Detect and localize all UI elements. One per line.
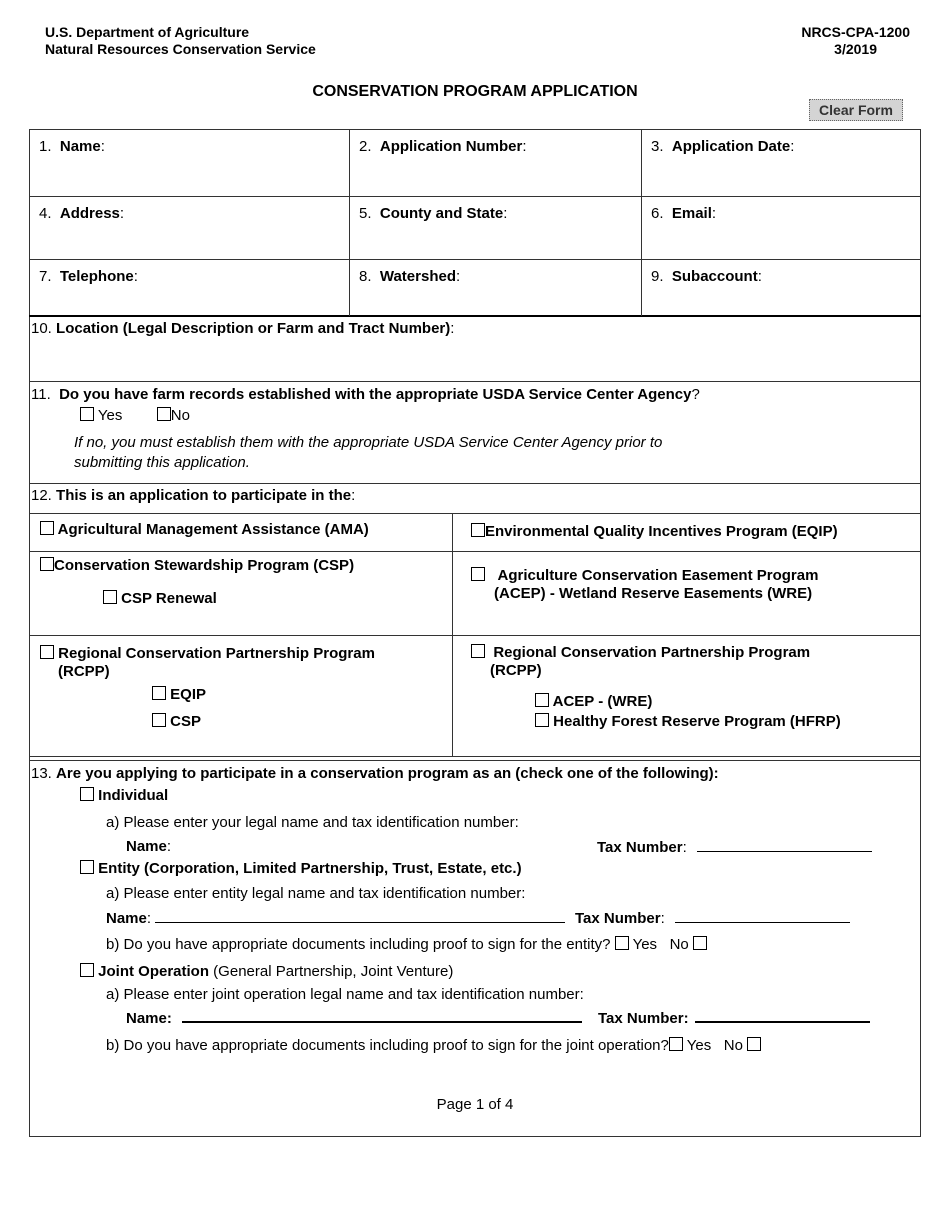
divider <box>29 483 921 484</box>
page-title: CONSERVATION PROGRAM APPLICATION <box>312 83 638 100</box>
field-location[interactable] <box>31 320 454 338</box>
joint-tax-row <box>598 1009 870 1028</box>
entity-name-row <box>106 909 565 928</box>
program-label: CSP Renewal <box>121 590 217 607</box>
q11-note <box>74 433 894 473</box>
rcpp-left-csp <box>152 713 201 731</box>
joint-no-checkbox[interactable] <box>747 1037 761 1051</box>
field-label: Name <box>59 138 101 155</box>
field-number: 9. <box>651 268 664 285</box>
program-csp <box>40 557 354 575</box>
colon: : <box>757 268 762 285</box>
divider <box>29 513 921 514</box>
colon: : <box>503 205 508 222</box>
option-label: Entity (Corporation, Limited Partnership, Trust, Estate, etc.) <box>98 860 522 877</box>
colon: : <box>351 487 356 504</box>
entity-yes-checkbox[interactable] <box>615 936 629 950</box>
note-line: If no, you must establish them with the appropriate USDA Service Center Agency prior to <box>74 434 663 451</box>
field-number: 2. <box>359 138 372 155</box>
program-rcpp-right <box>471 644 810 680</box>
rcpp-csp-checkbox[interactable] <box>152 713 166 727</box>
form-id <box>760 24 910 58</box>
entity-documents-question: b) Do you have appropriate documents including proof to sign for the entity? <box>106 936 611 953</box>
divider <box>641 129 642 316</box>
q13-entity <box>80 860 522 878</box>
colon: : <box>100 138 105 155</box>
divider <box>29 259 921 260</box>
program-acep <box>471 567 818 603</box>
question-number: 13. <box>31 765 52 782</box>
entity-tax-row <box>575 909 850 928</box>
field-label: Subaccount <box>671 268 758 285</box>
rcpp-right-acep <box>535 693 652 711</box>
program-label: Regional Conservation Partnership Program <box>58 645 375 662</box>
joint-documents <box>106 1037 761 1055</box>
csp-renewal-checkbox[interactable] <box>103 590 117 604</box>
field-label: Email <box>671 205 712 222</box>
program-label-cont: (RCPP) <box>490 662 542 679</box>
colon: : <box>450 320 455 337</box>
rcpp-left-eqip <box>152 686 206 704</box>
program-label: EQIP <box>170 686 207 703</box>
colon: : <box>711 205 717 222</box>
field-number: 5. <box>359 205 372 222</box>
name-label: Name <box>106 910 147 927</box>
note-line: submitting this application. <box>74 454 250 471</box>
field-email[interactable] <box>651 205 716 223</box>
program-label: Environmental Quality Incentives Program (EQIP) <box>485 523 838 540</box>
entity-tax-input[interactable] <box>675 909 850 923</box>
clear-form-button[interactable]: Clear Form <box>809 99 903 121</box>
program-label-cont: (ACEP) - Wetland Reserve Easements (WRE) <box>494 585 813 602</box>
agency-line2: Natural Resources Conservation Service <box>45 41 316 57</box>
question-text: Are you applying to participate in a conservation program as an (check one of the following): <box>56 765 719 782</box>
q13-joint <box>80 963 453 981</box>
page-number: Page 1 of 4 <box>436 1096 514 1113</box>
field-label: County and State <box>379 205 504 222</box>
q11-yes-checkbox[interactable] <box>80 407 94 421</box>
field-telephone[interactable] <box>39 268 138 286</box>
question-mark: ? <box>691 386 700 403</box>
option-label: Joint Operation <box>98 963 210 980</box>
yes-label: Yes <box>632 936 658 953</box>
acep-checkbox[interactable] <box>471 567 485 581</box>
no-label: No <box>723 1037 743 1054</box>
field-number: 8. <box>359 268 372 285</box>
entity-checkbox[interactable] <box>80 860 94 874</box>
csp-checkbox[interactable] <box>40 557 54 571</box>
colon: : <box>456 268 461 285</box>
field-number: 3. <box>651 138 664 155</box>
joint-documents-question: b) Do you have appropriate documents including proof to sign for the joint operation? <box>106 1037 669 1054</box>
q11-options <box>80 407 190 425</box>
colon: : <box>119 205 125 222</box>
question-text: This is an application to participate in the <box>56 487 352 504</box>
entity-name-input[interactable] <box>155 909 565 923</box>
field-label: Location (Legal Description or Farm and Tract Number) <box>56 320 451 337</box>
joint-name-row <box>126 1009 582 1028</box>
field-name[interactable] <box>39 138 105 156</box>
ama-checkbox[interactable] <box>40 521 54 535</box>
joint-name-input[interactable] <box>182 1009 582 1023</box>
field-label: Address <box>59 205 120 222</box>
no-label: No <box>669 936 689 953</box>
colon: : <box>682 839 687 856</box>
rcpp-left-checkbox[interactable] <box>40 645 54 659</box>
question-number: 11. <box>31 386 51 403</box>
program-rcpp-left <box>40 645 375 681</box>
rcpp-hfrp-checkbox[interactable] <box>535 713 549 727</box>
divider <box>29 315 921 317</box>
yes-label: Yes <box>686 1037 712 1054</box>
field-number: 7. <box>39 268 52 285</box>
program-ama <box>40 521 369 539</box>
divider <box>29 381 921 382</box>
tax-label: Tax Number: <box>598 1010 689 1027</box>
question-number: 12. <box>31 487 52 504</box>
entity-no-checkbox[interactable] <box>693 936 707 950</box>
program-label: ACEP - (WRE) <box>552 693 653 710</box>
program-label: Healthy Forest Reserve Program (HFRP) <box>553 713 841 730</box>
question-text: Do you have farm records established with the appropriate USDA Service Center Agency <box>59 386 692 403</box>
field-county-state[interactable] <box>359 205 507 223</box>
option-detail: (General Partnership, Joint Venture) <box>209 963 454 980</box>
program-label: Conservation Stewardship Program (CSP) <box>54 557 355 574</box>
tax-label: Tax Number <box>575 910 661 927</box>
q11-question <box>31 386 700 404</box>
divider <box>349 129 350 316</box>
field-subaccount[interactable] <box>651 268 762 286</box>
joint-instruction: a) Please enter joint operation legal name and tax identification number: <box>106 986 584 1003</box>
program-label: Agriculture Conservation Easement Program <box>497 567 819 584</box>
yes-label: Yes <box>97 407 123 424</box>
eqip-checkbox[interactable] <box>471 523 485 537</box>
form-date: 3/2019 <box>834 41 877 57</box>
field-label: Application Number <box>379 138 523 155</box>
field-number: 6. <box>651 205 664 222</box>
divider <box>29 551 921 552</box>
colon: : <box>660 910 665 927</box>
rcpp-right-checkbox[interactable] <box>471 644 485 658</box>
program-label: Regional Conservation Partnership Program <box>493 644 811 661</box>
program-label-cont: (RCPP) <box>58 663 110 680</box>
agency-line1: U.S. Department of Agriculture <box>45 24 250 40</box>
joint-tax-input[interactable] <box>695 1009 870 1023</box>
divider <box>29 635 921 636</box>
form-number: NRCS-CPA-1200 <box>801 24 910 40</box>
name-label: Name: <box>126 1010 172 1027</box>
individual-tax-input[interactable] <box>697 838 872 852</box>
rcpp-right-hfrp <box>535 713 841 731</box>
q11-no-checkbox[interactable] <box>157 407 171 421</box>
individual-name-row <box>126 838 171 856</box>
divider <box>29 760 921 761</box>
colon: : <box>522 138 527 155</box>
individual-instruction: a) Please enter your legal name and tax identification number: <box>106 814 519 831</box>
option-label: Individual <box>98 787 169 804</box>
joint-yes-checkbox[interactable] <box>669 1037 683 1051</box>
q13-individual <box>80 787 168 805</box>
colon: : <box>146 910 152 927</box>
entity-documents <box>106 936 707 954</box>
colon: : <box>133 268 138 285</box>
field-label: Watershed <box>379 268 456 285</box>
q12-question <box>31 487 355 505</box>
field-label: Application Date <box>671 138 791 155</box>
field-address[interactable] <box>39 205 124 223</box>
colon: : <box>790 138 795 155</box>
agency-name <box>45 24 316 58</box>
field-application-number[interactable] <box>359 138 527 156</box>
rcpp-eqip-checkbox[interactable] <box>152 686 166 700</box>
program-label: Agricultural Management Assistance (AMA) <box>57 521 369 538</box>
individual-tax-row <box>597 838 872 857</box>
divider <box>29 756 921 757</box>
colon: : <box>166 838 172 855</box>
field-number: 1. <box>39 138 52 155</box>
q13-question <box>31 765 719 783</box>
divider <box>452 513 453 757</box>
program-eqip <box>471 523 838 541</box>
field-application-date[interactable] <box>651 138 794 156</box>
field-number: 4. <box>39 205 52 222</box>
joint-checkbox[interactable] <box>80 963 94 977</box>
field-number: 10. <box>31 320 52 337</box>
field-watershed[interactable] <box>359 268 460 286</box>
tax-label: Tax Number <box>597 839 683 856</box>
name-label: Name <box>126 838 167 855</box>
divider <box>29 196 921 197</box>
individual-checkbox[interactable] <box>80 787 94 801</box>
program-label: CSP <box>170 713 202 730</box>
no-label: No <box>170 407 190 424</box>
program-csp-renewal <box>103 590 217 608</box>
field-label: Telephone <box>59 268 134 285</box>
entity-instruction: a) Please enter entity legal name and tax identification number: <box>106 885 526 902</box>
rcpp-acep-checkbox[interactable] <box>535 693 549 707</box>
